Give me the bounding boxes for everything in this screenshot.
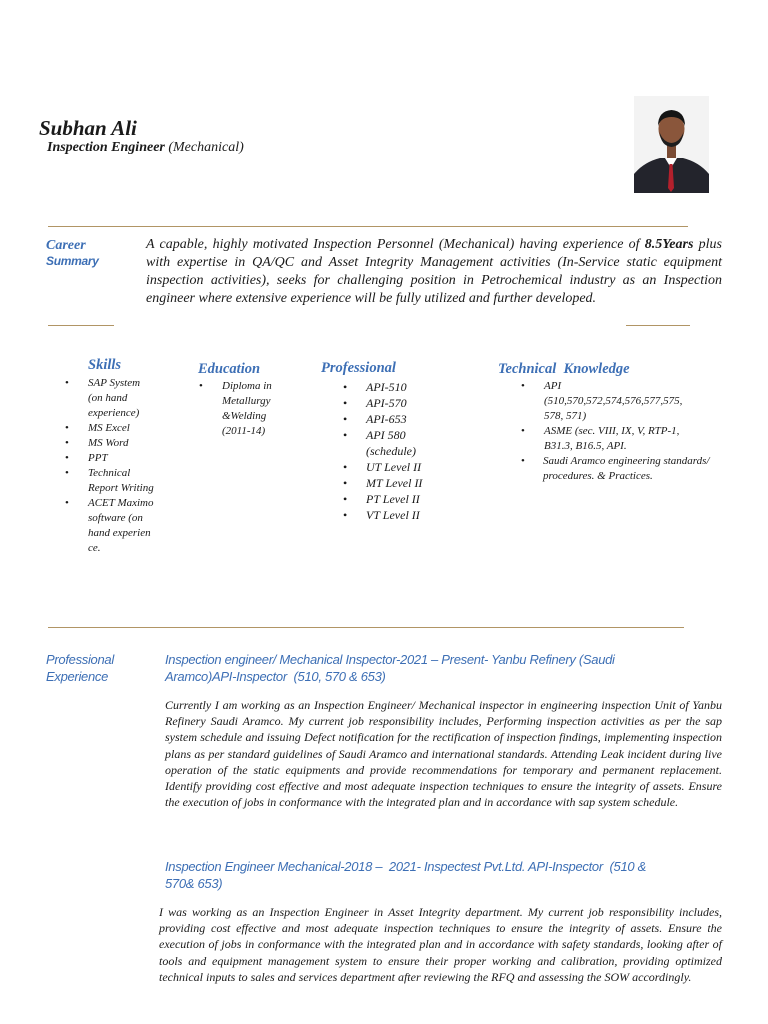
job-2-description: I was working as an Inspection Engineer in Asset Integrity department. My current job responsibility includes, providing cost effective and most adequate inspection techniques to ensure the integrity of assets. Ensure the execution of jobs in conformance with the integrated plan and in accordance with safety standards, looking after of tools and equipment management system to ensure their proper working and calibration, providing optimized technical inputs to sales and services department after reviewing the RFQ and assessing the SOW accordingly. — [159, 905, 722, 984]
career-summary-label — [46, 237, 99, 269]
technical-item: • Saudi Aramco engineering standards/ procedures. & Practices. — [518, 454, 733, 484]
job-2-title — [165, 858, 705, 892]
skill-item: • PPT — [62, 451, 154, 466]
technical-item: • API (510,570,572,574,576,577,575, 578, 571) — [518, 379, 684, 424]
technical-knowledge-list — [518, 379, 710, 484]
skills-divider — [48, 627, 684, 628]
certification-item: • API 580 (schedule) — [340, 427, 440, 459]
skill-item: • Technical Report Writing — [62, 466, 154, 496]
certification-item: • API-510 — [340, 379, 440, 395]
summary-text-start: A capable, highly motivated Inspection Personnel (Mechanical) having experience of — [146, 237, 645, 252]
skill-item: • SAP System (on hand experience) — [62, 376, 154, 421]
summary-years: 8.5Years — [644, 237, 694, 252]
profile-photo — [634, 96, 709, 193]
job-1-description: Currently I am working as an Inspection Engineer/ Mechanical inspector in engineering inspection Unit of Yanbu Refinery Saudi Aramco. My current job responsibility includes, Performing inspection activities as per the sap system schedule and issuing Defect notification for the rectification of inspection findings, implementing inspection plans as per standard guidelines of Saudi Aramco and international standards. Attending Leak incident during live operation of the static equipments and provide recommendations for temporary and permanent replacement. Identify providing cost effective and most adequate inspection techniques to ensure the integrity of assets. Ensure the execution of jobs in conformance with the integrated plan and in accordance with sap system schedule. — [165, 698, 722, 810]
summary-divider-right — [626, 325, 690, 326]
education-heading: Education — [198, 361, 261, 377]
certification-item: • PT Level II — [340, 491, 440, 507]
certification-item: • VT Level II — [340, 507, 440, 523]
job-title-bold: Inspection Engineer — [47, 140, 165, 155]
experience-label-line1: Professional — [46, 652, 114, 667]
education-list — [196, 379, 288, 439]
career-summary-label-line2: Summary — [46, 254, 99, 268]
technical-knowledge-heading: Technical Knowledge — [498, 361, 630, 377]
certification-item: • MT Level II — [340, 475, 440, 491]
job-1-title-line1: Inspection engineer/ Mechanical Inspector-2021 – Present- Yanbu Refinery (Saudi — [165, 652, 615, 667]
job-1-title-line2: Aramco)API-Inspector (510, 570 & 653) — [165, 669, 386, 684]
professional-list — [340, 379, 440, 523]
certification-item: • API-570 — [340, 395, 440, 411]
job-title — [47, 140, 244, 156]
experience-label-line2: Experience — [46, 669, 109, 684]
professional-heading: Professional — [321, 360, 396, 376]
career-summary-text — [146, 236, 722, 308]
summary-text-end: plus with expertise in QA/QC and Asset Integrity Management activities (In-Service static equipment inspection activities), seeks for challenging position in Petrochemical industry as an Inspection engineer where extensive experience will be fully utilized and further developed. — [146, 237, 722, 306]
profile-photo-image — [634, 96, 709, 193]
header-divider — [48, 226, 688, 227]
education-item: • Diploma in Metallurgy &Welding (2011-14) — [196, 379, 288, 439]
job-2-title-line1: Inspection Engineer Mechanical-2018 – 2021- Inspectest Pvt.Ltd. API-Inspector (510 & — [165, 859, 647, 874]
skill-item: • MS Word — [62, 436, 154, 451]
certification-item: • API-653 — [340, 411, 440, 427]
summary-divider-left — [48, 325, 114, 326]
technical-item: • ASME (sec. VIII, IX, V, RTP-1, B31.3, B16.5, API. — [518, 424, 694, 454]
skills-heading: Skills — [88, 357, 122, 373]
job-1-title — [165, 651, 705, 685]
skill-item: • MS Excel — [62, 421, 154, 436]
job-2-title-line2: 570& 653) — [165, 876, 223, 891]
job-title-discipline: (Mechanical) — [168, 140, 244, 155]
career-summary-label-line1: Career — [46, 238, 86, 253]
experience-label — [46, 651, 114, 685]
certification-item: • UT Level II — [340, 459, 440, 475]
candidate-name: Subhan Ali — [39, 116, 137, 140]
skills-list — [62, 376, 154, 556]
skill-item: • ACET Maximo software (on hand experien ce. — [62, 496, 154, 556]
